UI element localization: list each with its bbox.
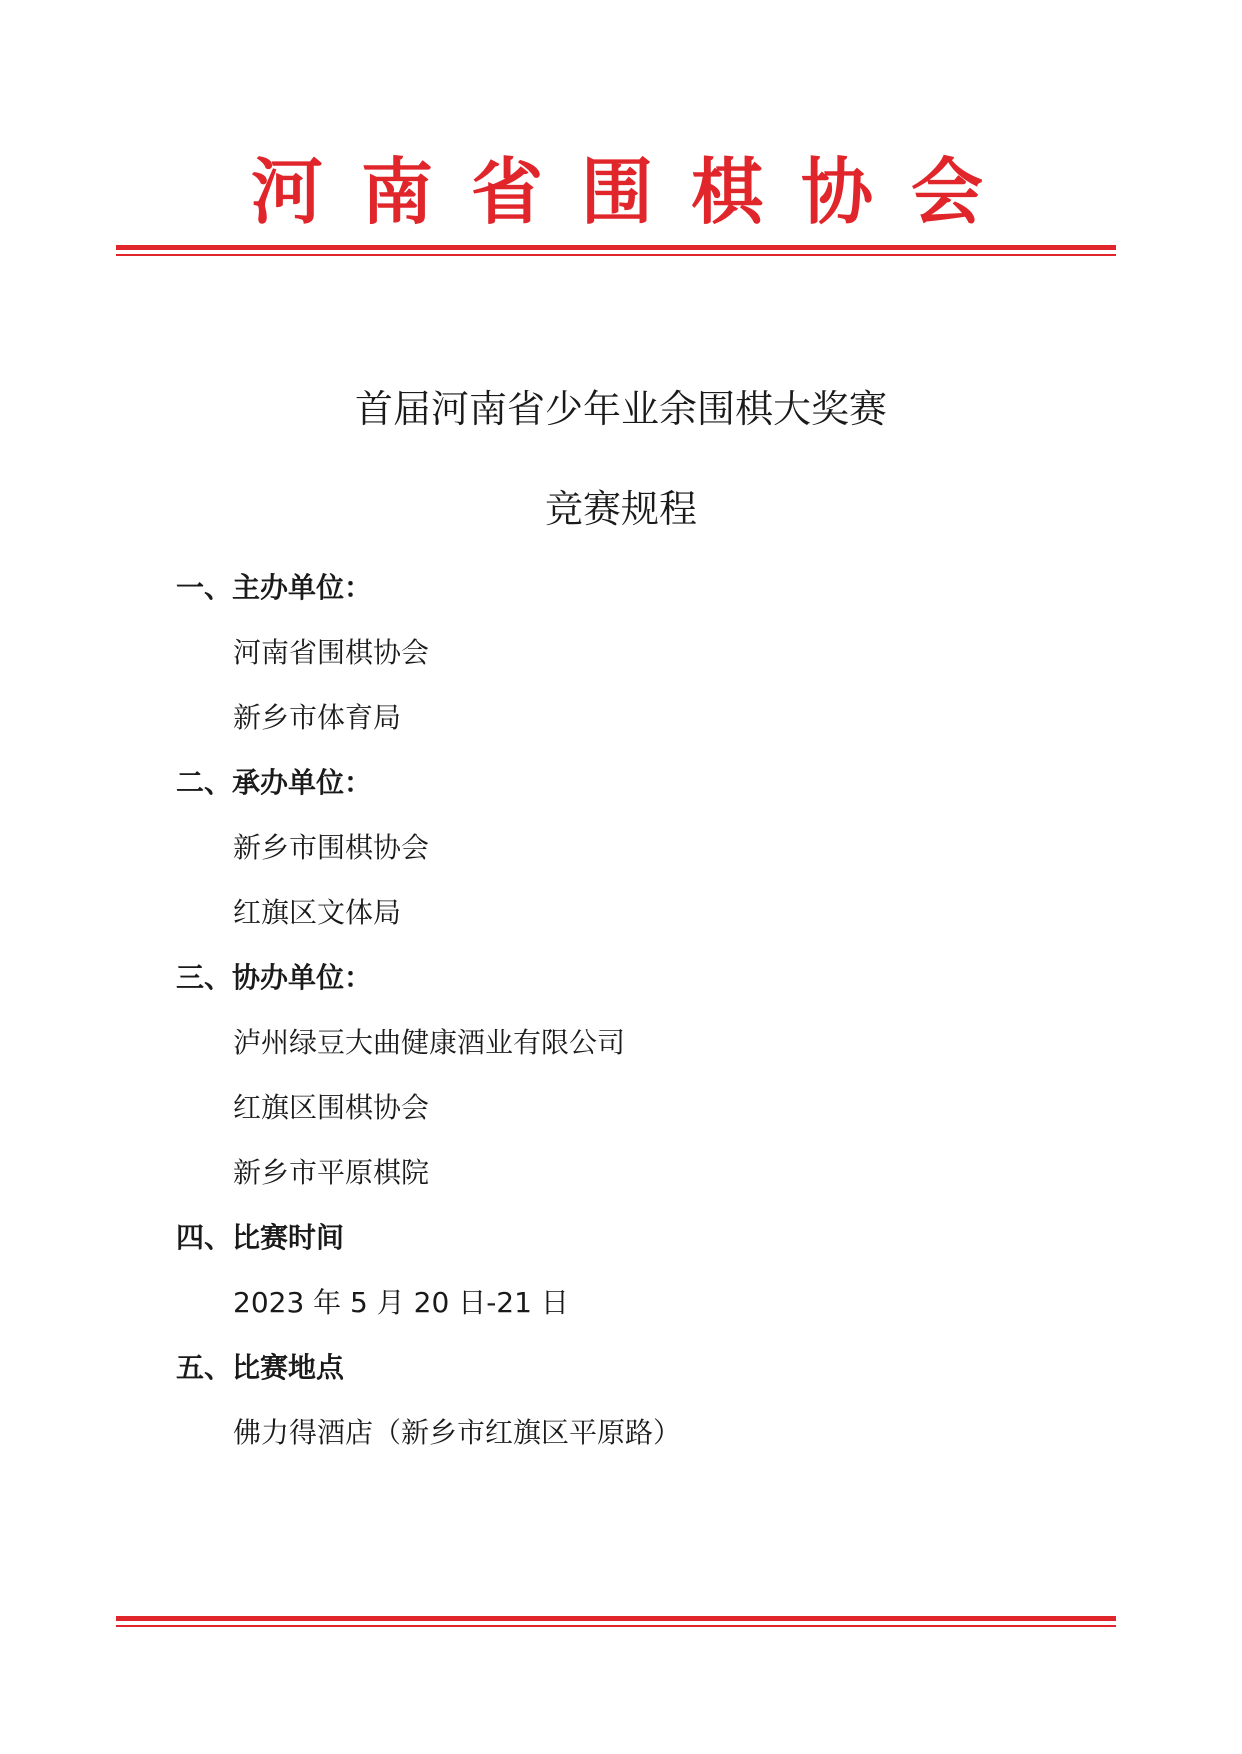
document-subtitle: 竞赛规程 [544, 487, 697, 531]
section-heading-organizer: 一、主办单位： [176, 571, 373, 604]
letterhead-org-name: 河南省围棋协会 [250, 149, 1021, 234]
co-organizer-item: 新乡市平原棋院 [233, 1156, 430, 1189]
event-venue: 佛力得酒店（新乡市红旗区平原路） [233, 1416, 682, 1449]
organizer-item: 新乡市体育局 [233, 701, 402, 734]
section-heading-venue: 五、比赛地点 [176, 1351, 345, 1384]
event-date: 2023 年 5 月 20 日-21 日 [233, 1286, 569, 1319]
organizer-item: 河南省围棋协会 [233, 636, 430, 669]
host-item: 新乡市围棋协会 [233, 831, 430, 864]
document-title: 首届河南省少年业余围棋大奖赛 [354, 387, 887, 431]
section-heading-time: 四、比赛时间 [176, 1221, 345, 1254]
co-organizer-item: 红旗区围棋协会 [233, 1091, 430, 1124]
section-heading-host: 二、承办单位： [176, 766, 373, 799]
footer-rule [116, 1616, 1116, 1627]
letterhead-top-rule [116, 245, 1116, 256]
section-heading-co-organizer: 三、协办单位： [176, 961, 373, 994]
co-organizer-item: 泸州绿豆大曲健康酒业有限公司 [233, 1026, 626, 1059]
host-item: 红旗区文体局 [233, 896, 402, 929]
